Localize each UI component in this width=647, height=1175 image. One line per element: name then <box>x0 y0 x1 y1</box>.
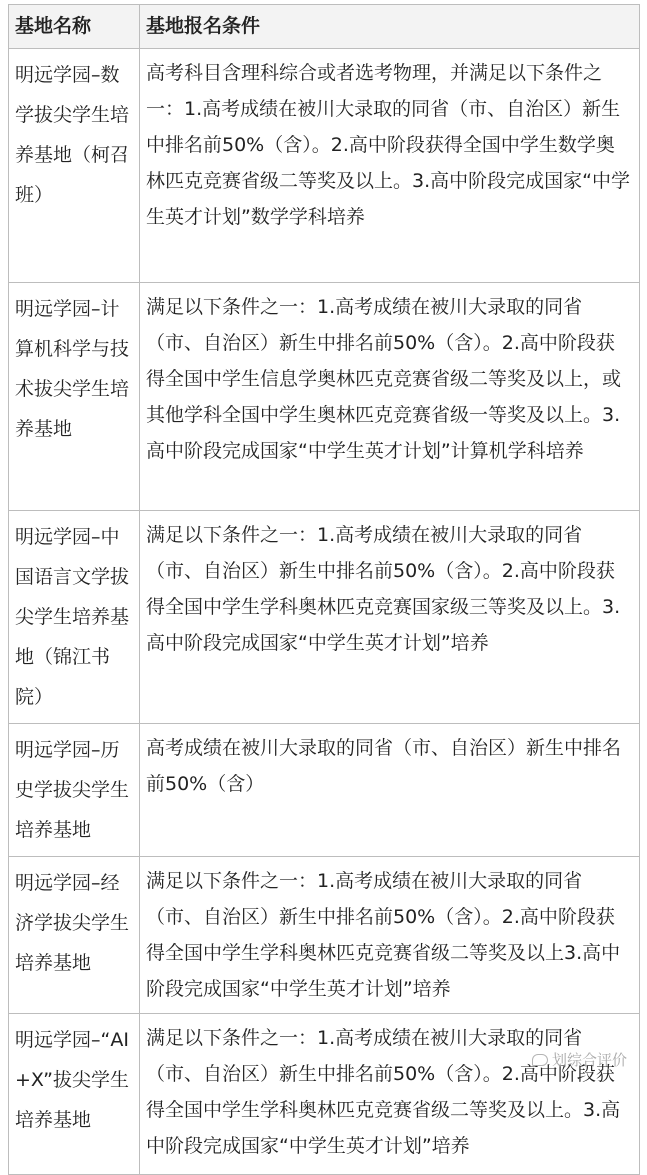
base-name-cell: 明远学园–“AI+X”拔尖学生培养基地 <box>9 1014 140 1175</box>
header-base-name: 基地名称 <box>9 5 140 49</box>
base-name-cell: 明远学园–历史学拔尖学生培养基地 <box>9 724 140 857</box>
table-header-row <box>9 5 640 49</box>
base-conditions-cell: 满足以下条件之一：1.高考成绩在被川大录取的同省（市、自治区）新生中排名前50%（含）。2.高中阶段获得全国中学生学科奥林匹克竞赛省级二等奖及以上。3.高中阶段完成国家“中学生英才计划”培养 <box>140 1014 640 1175</box>
wechat-icon <box>532 1054 548 1066</box>
base-conditions-cell: 满足以下条件之一：1.高考成绩在被川大录取的同省（市、自治区）新生中排名前50%（含）。2.高中阶段获得全国中学生学科奥林匹克竞赛省级二等奖及以上3.高中阶段完成国家“中学生英才计划”培养 <box>140 857 640 1014</box>
admission-conditions-table <box>8 4 640 1175</box>
base-conditions-cell: 高考成绩在被川大录取的同省（市、自治区）新生中排名前50%（含） <box>140 724 640 857</box>
base-name-cell: 明远学园–计算机科学与技术拔尖学生培养基地 <box>9 283 140 511</box>
watermark-text: 划综合评价 <box>551 1051 627 1069</box>
base-conditions-cell: 满足以下条件之一：1.高考成绩在被川大录取的同省（市、自治区）新生中排名前50%（含）。2.高中阶段获得全国中学生学科奥林匹克竞赛国家级三等奖及以上。3.高中阶段完成国家“中学生英才计划”培养 <box>140 511 640 724</box>
header-base-conditions: 基地报名条件 <box>140 5 640 49</box>
base-conditions-cell: 高考科目含理科综合或者选考物理，并满足以下条件之一：1.高考成绩在被川大录取的同省（市、自治区）新生中排名前50%（含）。2.高中阶段获得全国中学生数学奥林匹克竞赛省级二等奖及以上。3.高中阶段完成国家“中学生英才计划”数学学科培养 <box>140 49 640 283</box>
table-row <box>9 49 640 283</box>
watermark <box>532 1049 627 1070</box>
base-name-cell: 明远学园–中国语言文学拔尖学生培养基地（锦江书院） <box>9 511 140 724</box>
table-row <box>9 511 640 724</box>
table-row <box>9 283 640 511</box>
base-name-cell: 明远学园–经济学拔尖学生培养基地 <box>9 857 140 1014</box>
table-row <box>9 857 640 1014</box>
base-conditions-cell: 满足以下条件之一：1.高考成绩在被川大录取的同省（市、自治区）新生中排名前50%（含）。2.高中阶段获得全国中学生信息学奥林匹克竞赛省级二等奖及以上，或其他学科全国中学生奥林匹克竞赛省级一等奖及以上。3.高中阶段完成国家“中学生英才计划”计算机学科培养 <box>140 283 640 511</box>
table-row <box>9 724 640 857</box>
table-row <box>9 1014 640 1175</box>
base-name-cell: 明远学园–数学拔尖学生培养基地（柯召班） <box>9 49 140 283</box>
